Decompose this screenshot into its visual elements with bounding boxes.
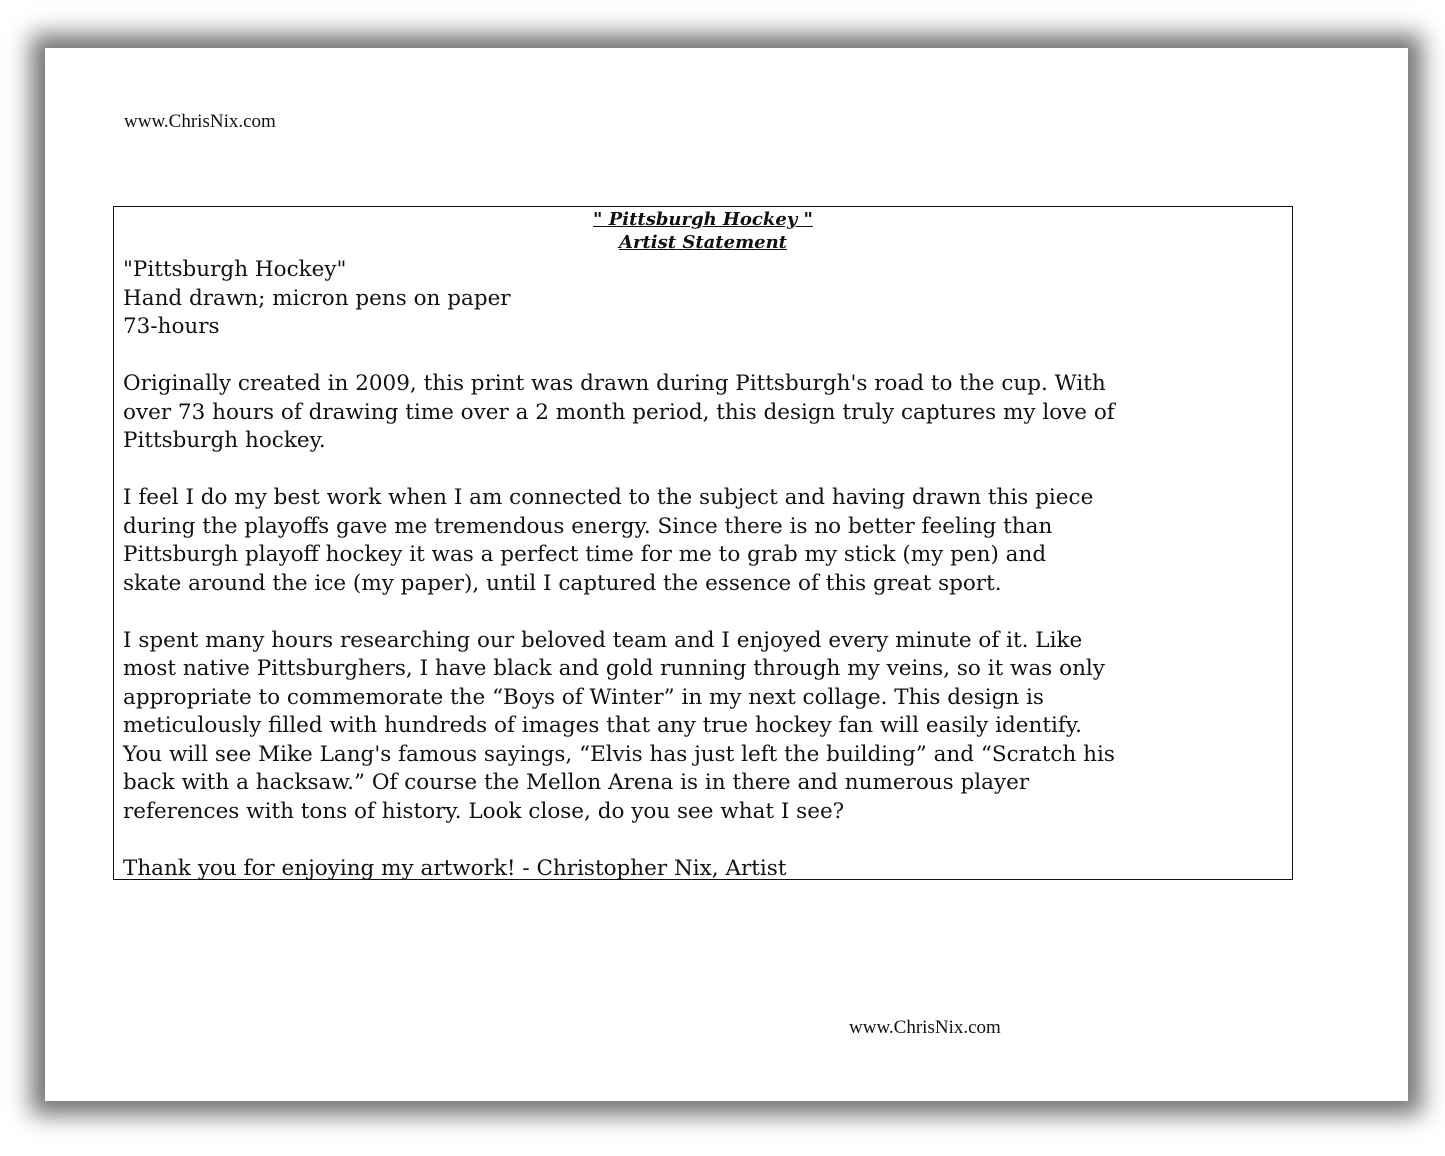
statement-paragraph-1 <box>123 370 1283 456</box>
paragraph-line: skate around the ice (my paper), until I captured the essence of this great sport. <box>123 570 1002 596</box>
statement-paragraph-2 <box>123 484 1283 598</box>
artwork-title: "Pittsburgh Hockey" <box>123 257 347 282</box>
paragraph-line: most native Pittsburghers, I have black and gold running through my veins, so it was only <box>123 656 1105 681</box>
statement-body <box>123 256 1283 883</box>
paragraph-line: I feel I do my best work when I am connected to the subject and having drawn this piece <box>123 485 1094 510</box>
paragraph-line: I spent many hours researching our beloved team and I enjoyed every minute of it. Like <box>123 627 1083 653</box>
artwork-title-heading: " Pittsburgh Hockey " <box>593 209 813 230</box>
paragraph-line: Pittsburgh hockey. <box>123 428 326 453</box>
website-url-top: www.ChrisNix.com <box>124 111 276 132</box>
statement-paragraph-3 <box>123 627 1283 827</box>
paragraph-line: references with tons of history. Look close, do you see what I see? <box>123 798 845 824</box>
artist-statement-heading: Artist Statement <box>619 232 787 253</box>
artist-statement-box <box>113 206 1293 880</box>
closing-line: Thank you for enjoying my artwork! - Christopher Nix, Artist <box>123 855 787 881</box>
paragraph-line: over 73 hours of drawing time over a 2 month period, this design truly captures my love of <box>123 399 1115 425</box>
paragraph-line: Originally created in 2009, this print was drawn during Pittsburgh's road to the cup. With <box>123 371 1106 396</box>
paragraph-line: back with a hacksaw.” Of course the Mellon Arena is in there and numerous player <box>123 770 1030 795</box>
website-url-bottom: www.ChrisNix.com <box>849 1017 1001 1038</box>
paragraph-line: meticulously filled with hundreds of images that any true hockey fan will easily identify. <box>123 713 1082 738</box>
paragraph-line: during the playoffs gave me tremendous energy. Since there is no better feeling than <box>123 513 1053 539</box>
paragraph-line: You will see Mike Lang's famous sayings, “Elvis has just left the building” and “Scratch his <box>123 741 1115 767</box>
paragraph-line: Pittsburgh playoff hockey it was a perfect time for me to grab my stick (my pen) and <box>123 542 1047 567</box>
artwork-medium: Hand drawn; micron pens on paper <box>123 285 511 311</box>
paragraph-line: appropriate to commemorate the “Boys of Winter” in my next collage. This design is <box>123 684 1044 710</box>
statement-heading <box>114 208 1292 254</box>
artwork-details <box>123 256 1283 342</box>
statement-closing <box>123 855 1283 884</box>
artwork-hours: 73-hours <box>123 314 220 339</box>
